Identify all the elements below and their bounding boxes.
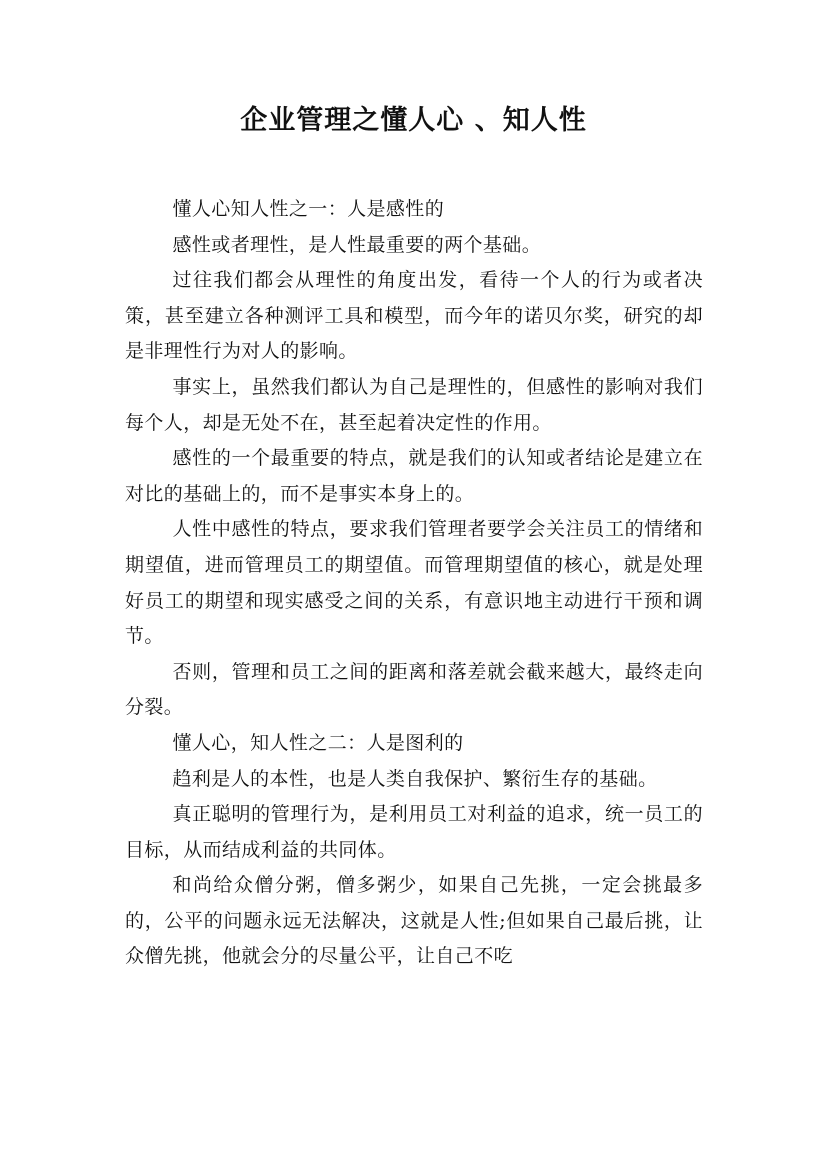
paragraph: 否则，管理和员工之间的距离和落差就会截来越大，最终走向分裂。: [125, 660, 703, 719]
paragraph: 过往我们都会从理性的角度出发，看待一个人的行为或者决策，甚至建立各种测评工具和模型，而今年的诺贝尔奖，研究的却是非理性行为对人的影响。: [125, 269, 703, 363]
paragraph: 真正聪明的管理行为，是利用员工对利益的追求，统一员工的目标，从而结成利益的共同体。: [125, 803, 703, 861]
paragraph-heading-1: 懂人心知人性之一：人是感性的: [172, 198, 445, 220]
paragraph-heading-2: 懂人心，知人性之二：人是图利的: [172, 731, 464, 754]
paragraph: 感性或者理性，是人性最重要的两个基础。: [172, 233, 542, 256]
paragraph: 感性的一个最重要的特点，就是我们的认知或者结论是建立在对比的基础上的，而不是事实本身上的。: [125, 447, 703, 505]
paragraph: 事实上，虽然我们都认为自己是理性的，但感性的影响对我们每个人，却是无处不在，甚至起着决定性的作用。: [125, 375, 703, 434]
paragraph: 和尚给众僧分粥，僧多粥少，如果自己先挑，一定会挑最多的，公平的问题永远无法解决，这就是人性;但如果自己最后挑，让众僧先挑，他就会分的尽量公平，让自己不吃: [125, 874, 703, 968]
document-title: 企业管理之懂人心 、知人性: [240, 105, 587, 136]
paragraph: 人性中感性的特点，要求我们管理者要学会关注员工的情绪和期望值，进而管理员工的期望值。而管理期望值的核心，就是处理好员工的期望和现实感受之间的关系，有意识地主动进行干预和调节。: [125, 518, 703, 648]
document-body: [125, 192, 703, 975]
paragraph: 趋利是人的本性，也是人类自我保护、繁衍生存的基础。: [172, 767, 658, 790]
